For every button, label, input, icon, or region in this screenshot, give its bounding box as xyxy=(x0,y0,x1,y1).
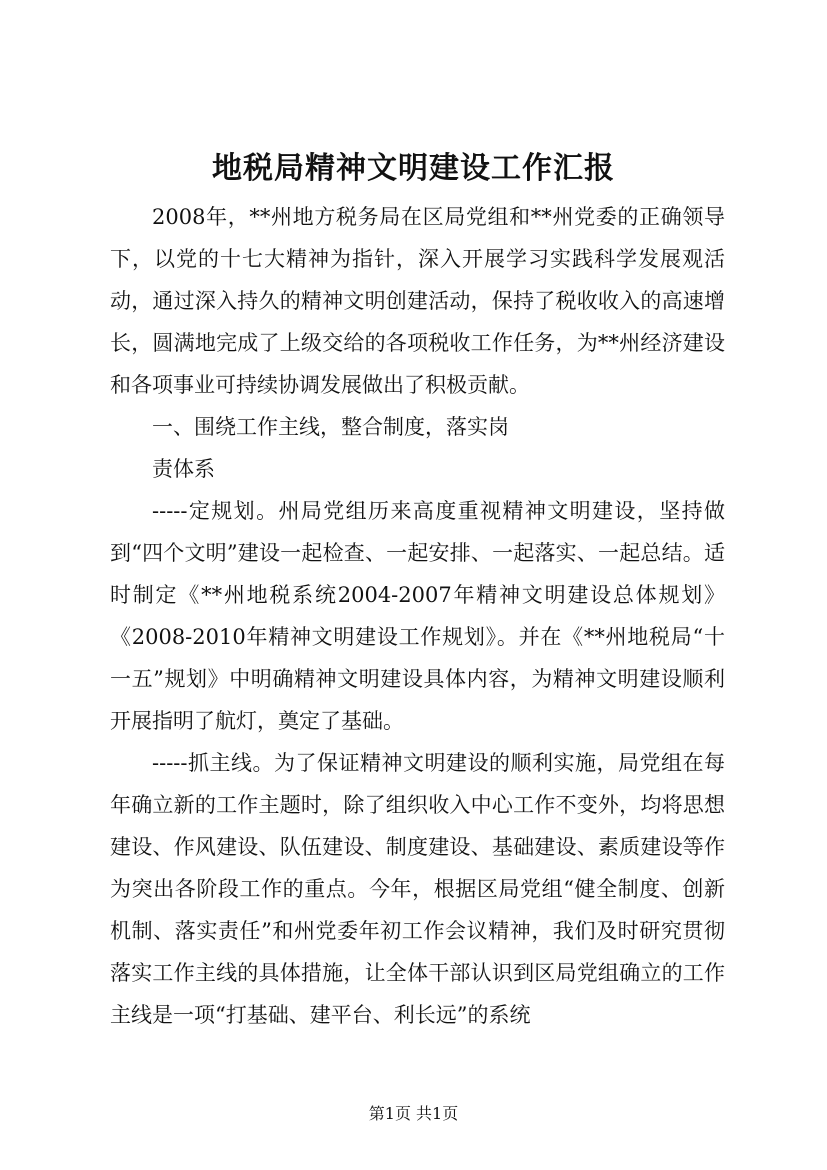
section-heading-1: 一、围绕工作主线，整合制度，落实岗 xyxy=(152,415,509,439)
paragraph-main-line: -----抓主线。为了保证精神文明建设的顺利实施，局党组在每年确立新的工作主题时，除了组织收入中心工作不变外，均将思想建设、作风建设、队伍建设、制度建设、基础建设、素质建设等作为突出各阶段工作的重点。今年，根据区局党组“健全制度、创新机制、落实责任”和州党委年初工作会议精神，我们及时研究贯彻落实工作主线的具体措施，让全体干部认识到区局党组确立的工作主线是一项“打基础、建平台、利长远”的系统 xyxy=(110,751,725,1027)
paragraph-planning: -----定规划。州局党组历来高度重视精神文明建设，坚持做到“四个文明”建设一起检查、一起安排、一起落实、一起总结。适时制定《**州地税系统2004-2007年精神文明建设总体规划》《2008-2010年精神文明建设工作规划》。并在《**州地税局“十一五”规划》中明确精神文明建设具体内容，为精神文明建设顺利开展指明了航灯，奠定了基础。 xyxy=(110,499,725,733)
document-body xyxy=(110,196,725,1036)
page-footer: 第1页 共1页 xyxy=(368,1104,459,1123)
document-title: 地税局精神文明建设工作汇报 xyxy=(212,151,615,186)
section-heading-1-continued: 责体系 xyxy=(152,457,215,481)
paragraph-intro: 2008年，**州地方税务局在区局党组和**州党委的正确领导下，以党的十七大精神为指针，深入开展学习实践科学发展观活动，通过深入持久的精神文明创建活动，保持了税收收入的高速增长，圆满地完成了上级交给的各项税收工作任务，为**州经济建设和各项事业可持续协调发展做出了积极贡献。 xyxy=(110,205,725,397)
